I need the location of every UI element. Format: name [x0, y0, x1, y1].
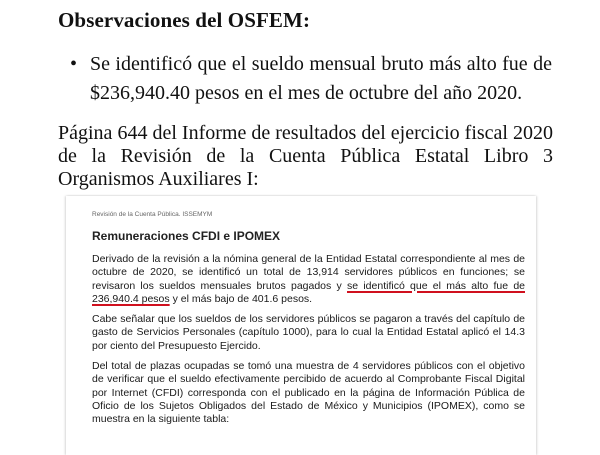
source-reference-paragraph: Página 644 del Informe de resultados del ejercicio fiscal 2020 de la Revisión de la Cuenta Pública Estatal Libro 3 Organismos Auxiliares I:	[58, 122, 553, 190]
bullet-marker: •	[70, 53, 78, 75]
observation-bullet	[70, 50, 552, 108]
excerpt-running-header: Revisión de la Cuenta Pública. ISSEMYM	[92, 211, 213, 218]
excerpt-paragraph-2: Cabe señalar que los sueldos de los servidores públicos se pagaron a través del capítulo de gasto de Servicios Personales (capítulo 1000), para lo cual la Entidad Estatal aplicó el 14.3 por ciento del Presupuesto Ejercido.	[92, 313, 525, 352]
excerpt-paragraph-1	[92, 253, 525, 306]
observation-text: Se identificó que el sueldo mensual bruto más alto fue de $236,940.40 pesos en el mes de octubre del año 2020.	[90, 53, 552, 104]
excerpt-p1-text-b: y el más bajo de 401.6 pesos.	[169, 292, 313, 305]
excerpt-paragraph-3: Del total de plazas ocupadas se tomó una muestra de 4 servidores públicos con el objetivo de verificar que el sueldo efectivamente percibido de acuerdo al Comprobante Fiscal Digital por Internet (CFDI) corresponda con el publicado en la página de Información Pública de Oficio de los Sujetos Obligados del Estado de México y Municipios (IPOMEX), como se muestra en la siguiente tabla:	[92, 360, 525, 426]
excerpt-p1-text-a: Derivado de la revisión a la nómina general de la Entidad Estatal correspondiente al mes de octubre de 2020, se identificó un total de 13,914 servidores públicos en funciones; se revisaron los sueldos mensuales brutos pagados y	[92, 253, 525, 292]
section-heading: Observaciones del OSFEM:	[58, 8, 311, 32]
excerpt-highlighted-text: se identificó que el más alto fue de 236,940.4 pesos	[92, 279, 525, 305]
report-excerpt-image	[66, 196, 536, 455]
excerpt-title: Remuneraciones CFDI e IPOMEX	[92, 229, 281, 243]
